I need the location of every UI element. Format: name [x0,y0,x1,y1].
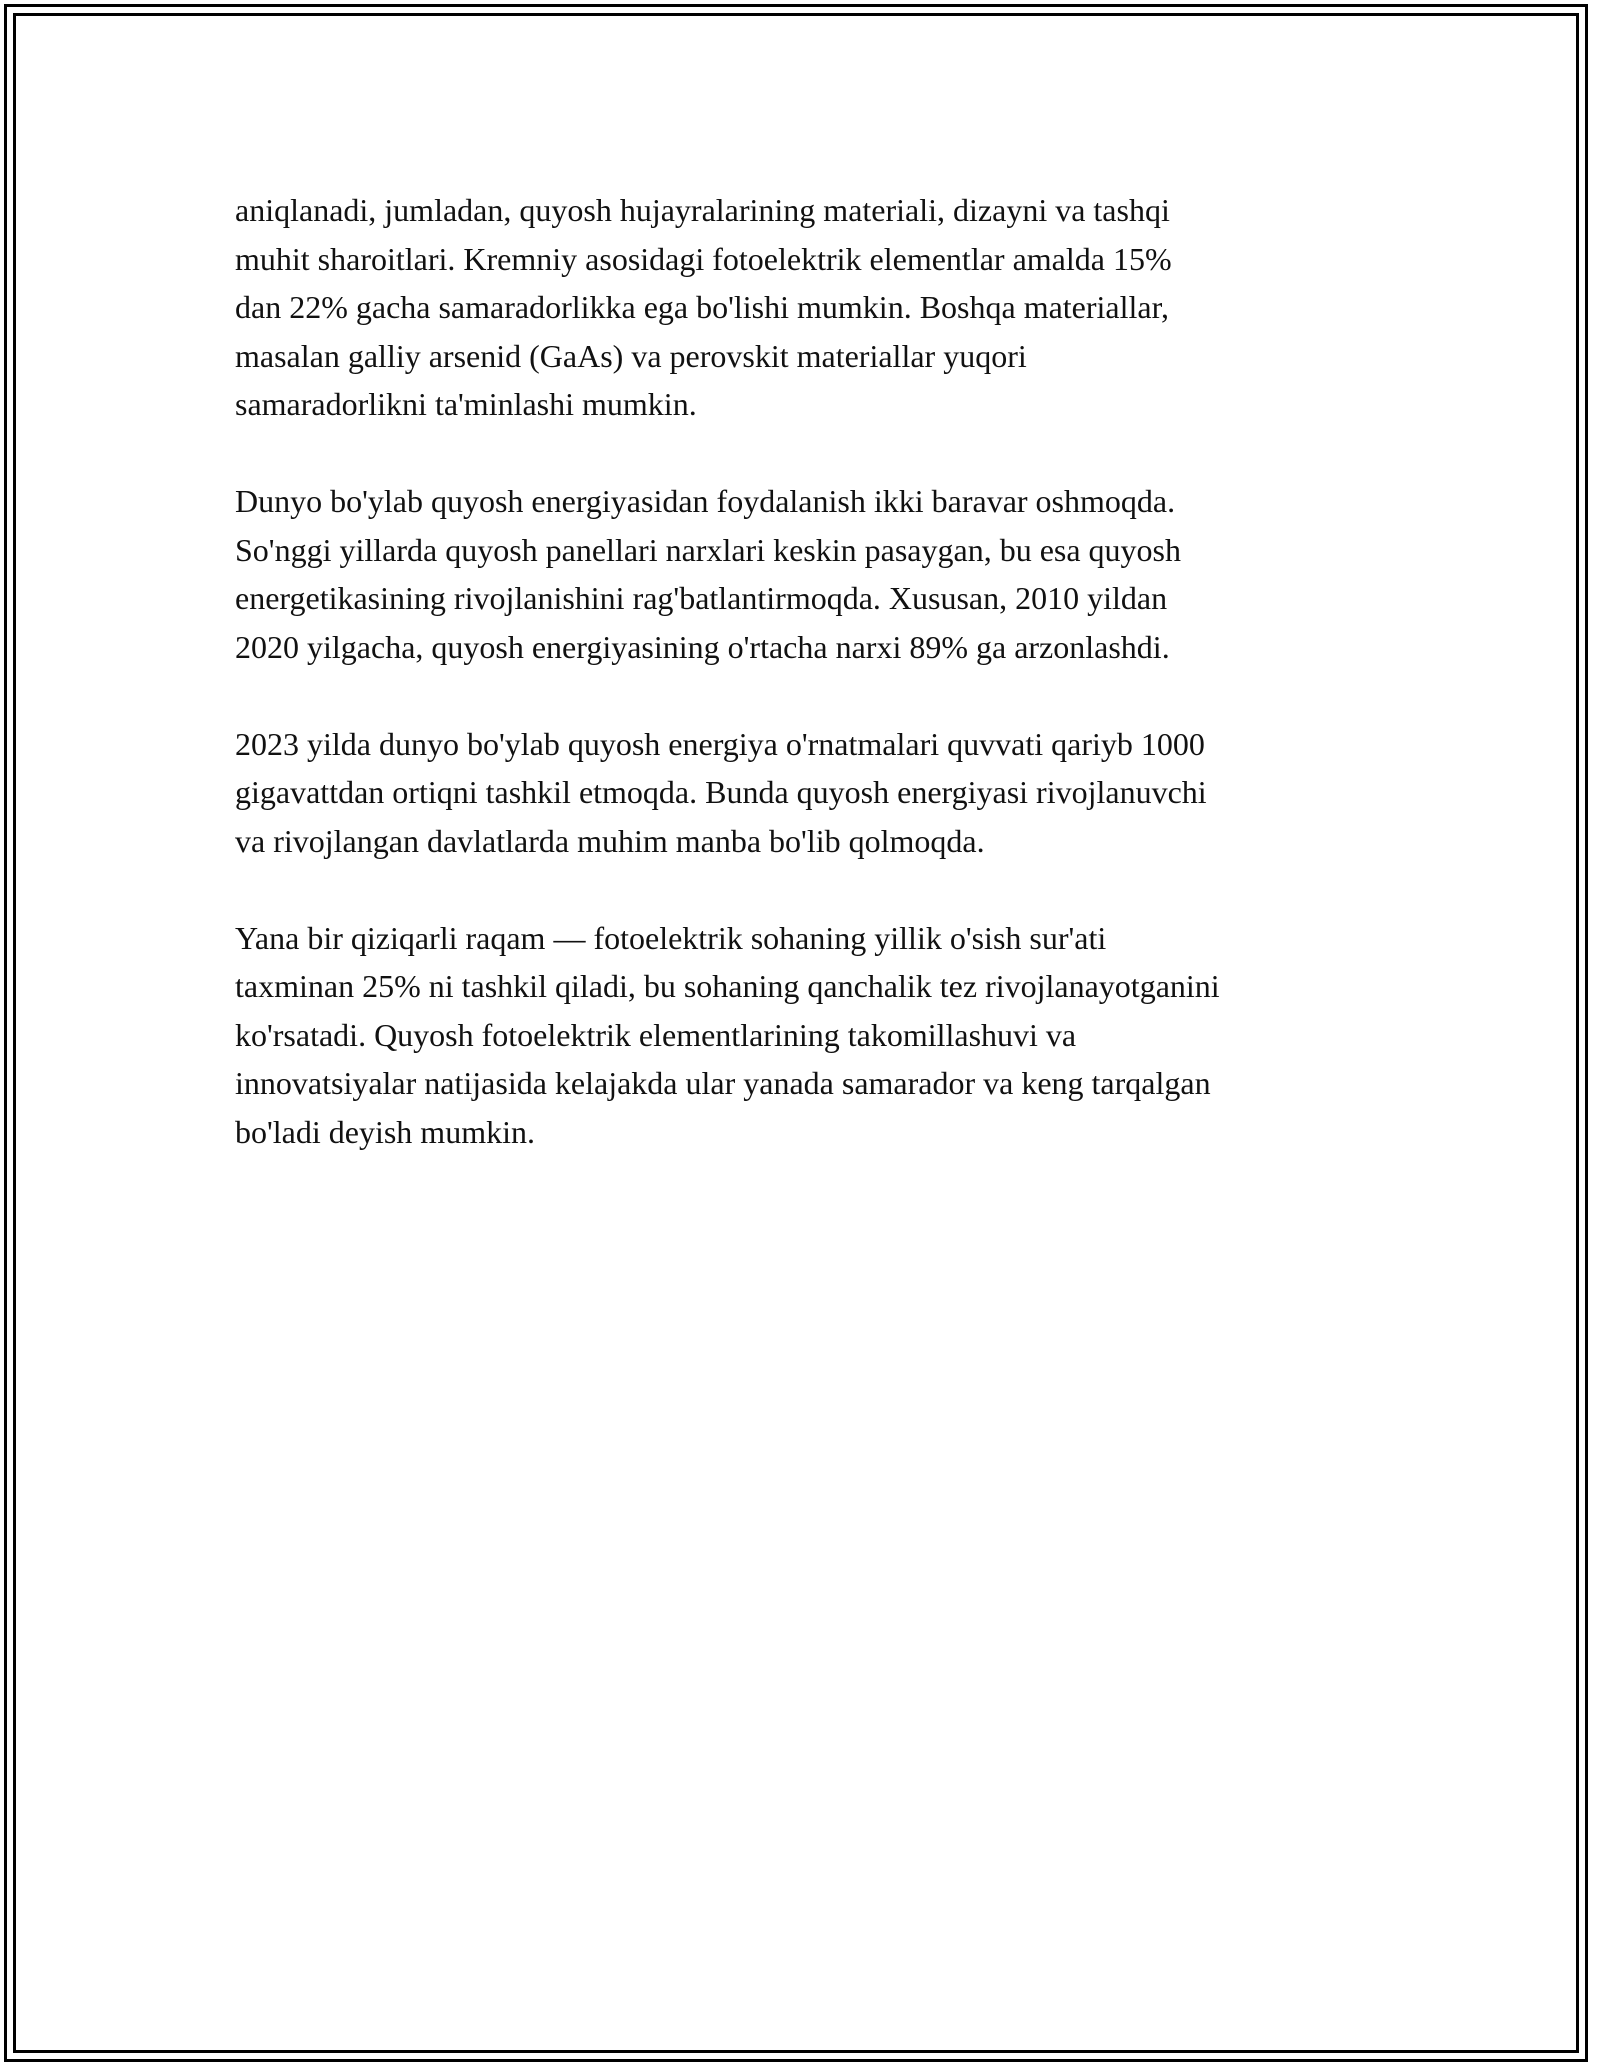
paragraph-solar-cell-efficiency: aniqlanadi, jumladan, quyosh hujayralarining materiali, dizayni va tashqi muhit sharoitlari. Kremniy asosidagi fotoelektrik elementlar amalda 15% dan 22% gacha samaradorlikka ega bo'lishi mumkin. Boshqa materiallar, masalan galliy arsenid (GaAs) va perovskit materiallar yuqori samaradorlikni ta'minlashi mumkin. [235,192,1172,422]
paragraph-solar-capacity-2023: 2023 yilda dunyo bo'ylab quyosh energiya o'rnatmalari quvvati qariyb 1000 gigavattdan ortiqni tashkil etmoqda. Bunda quyosh energiyasi rivojlanuvchi va rivojlangan davlatlarda muhim manba bo'lib qolmoqda. [235,725,1207,859]
paragraph-solar-price-decline: Dunyo bo'ylab quyosh energiyasidan foydalanish ikki baravar oshmoqda. So'nggi yillarda quyosh panellari narxlari keskin pasaygan, bu esa quyosh energetikasining rivojlanishini rag'batlantirmoqda. Xususan, 2010 yildan 2020 yilgacha, quyosh energiyasining o'rtacha narxi 89% ga arzonlashdi. [235,483,1181,665]
document-body [235,186,1375,1205]
paragraph-pv-growth-rate: Yana bir qiziqarli raqam — fotoelektrik sohaning yillik o'sish sur'ati taxminan 25% ni tashkil qiladi, bu sohaning qanchalik tez rivojlanayotganini ko'rsatadi. Quyosh fotoelektrik elementlarining takomillashuvi va innovatsiyalar natijasida kelajakda ular yanada samarador va keng tarqalgan bo'ladi deyish mumkin. [235,919,1220,1150]
